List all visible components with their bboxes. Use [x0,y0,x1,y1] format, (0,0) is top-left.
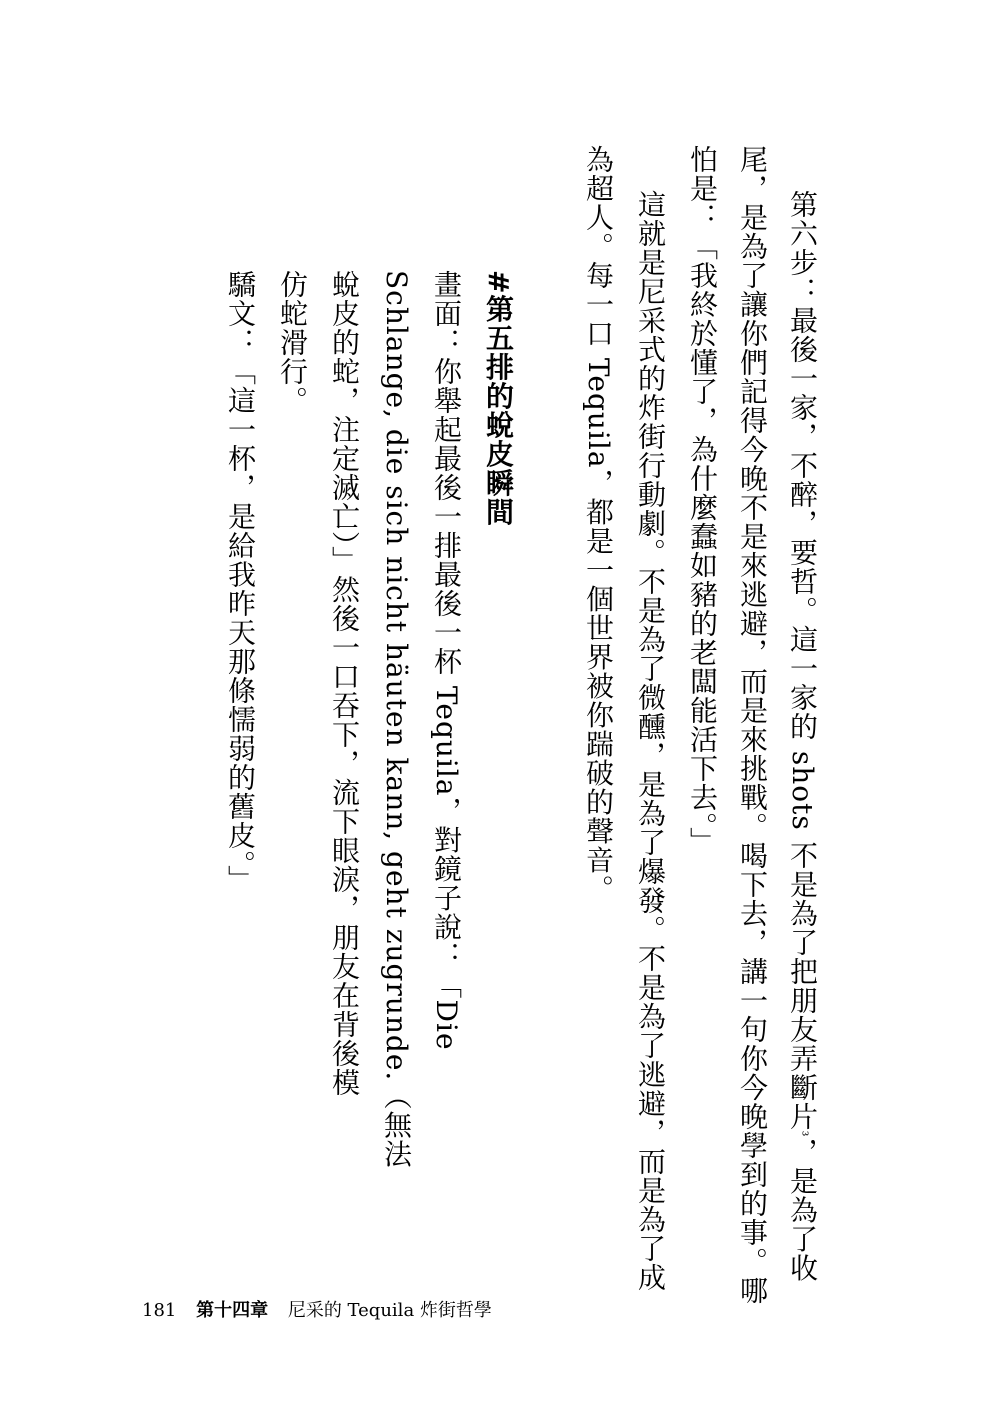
paragraph-line: 蛻皮的蛇，注定滅亡）」然後一口吞下，流下眼淚，朋友在背後模 [328,270,361,1097]
paragraph-line: 這就是尼采式的炸街行動劇。不是為了微醺，是為了爆發。不是為了逃避，而是為了成 [634,190,667,1292]
chapter-label: 第十四章 [196,1300,269,1321]
text-line-tail: ，是為了收 [786,1137,819,1283]
paragraph-line [784,190,820,1282]
paragraph-line: 為超人。每一口 Tequila，都是一個世界被你踹破的聲音。 [582,145,615,904]
footnote-marker: ³ [794,1130,810,1138]
page-footer [142,1296,506,1322]
paragraph-line: 畫面：你舉起最後一排最後一杯 Tequila，對鏡子說：「Die [430,270,463,1051]
section-heading: #第五排的蛻皮瞬間 [482,270,515,527]
paragraph-line: Schlange, die sich nicht häuten kann, geht zugrunde.（無法 [380,270,413,1169]
text-line: 第六步：最後一家，不醉，要哲。這一家的 shots 不是為了把朋友弄斷片 [786,190,819,1131]
paragraph-line: 尾，是為了讓你們記得今晚不是來逃避，而是來挑戰。喝下去，講一句你今晚學到的事。哪 [736,145,769,1305]
paragraph-line: 怕是：「我終於懂了，為什麼蠢如豬的老闆能活下去。」 [686,145,719,856]
chapter-title: 尼采的 Tequila 炸街哲學 [287,1300,492,1321]
paragraph-line: 驕文：「這一杯，是給我昨天那條懦弱的舊皮。」 [224,270,257,894]
page-number: 181 [142,1300,177,1321]
paragraph-line: 仿蛇滑行。 [276,270,309,415]
